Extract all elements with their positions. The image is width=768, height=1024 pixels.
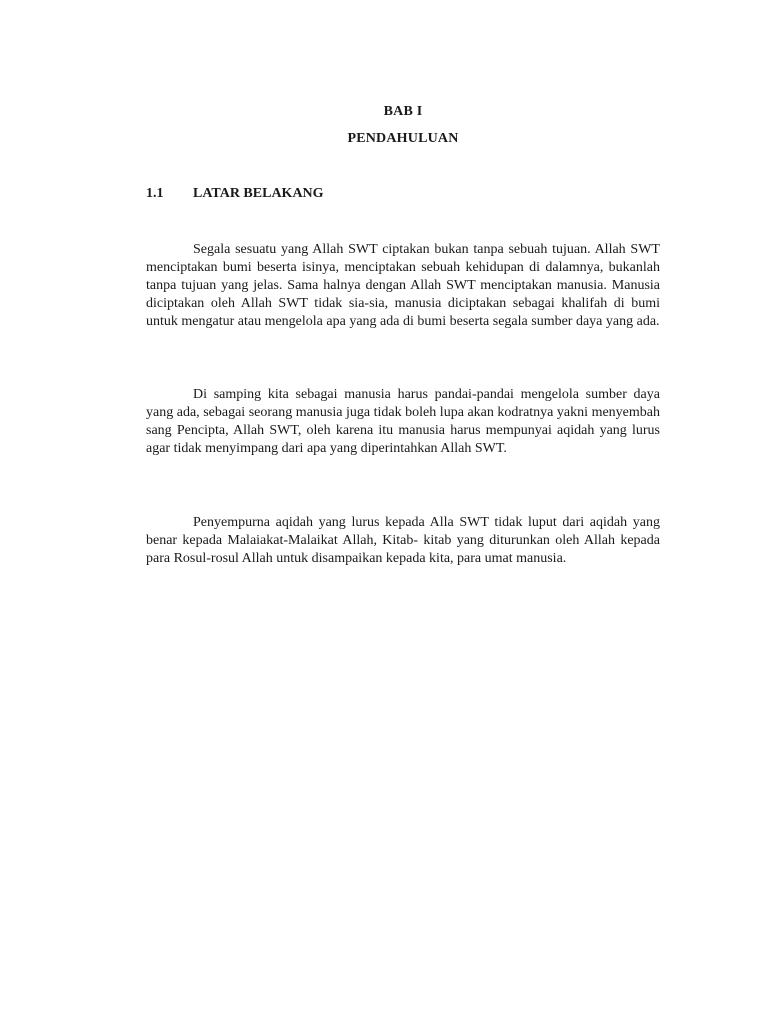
paragraph: Segala sesuatu yang Allah SWT ciptakan bukan tanpa sebuah tujuan. Allah SWT menciptakan bumi beserta isinya, menciptakan sebuah kehidupan di dalamnya, bukanlah tanpa tujuan yang jelas. Sama halnya dengan Allah SWT menciptakan manusia. Manusia diciptakan oleh Allah SWT tidak sia-sia, manusia diciptakan sebagai khalifah di bumi untuk mengatur atau mengelola apa yang ada di bumi beserta segala sumber daya yang ada. <box>146 242 660 329</box>
chapter-number: BAB I <box>383 104 423 119</box>
section-heading <box>146 186 324 202</box>
paragraph: Di samping kita sebagai manusia harus pandai-pandai mengelola sumber daya yang ada, sebagai seorang manusia juga tidak boleh lupa akan kodratnya yakni menyembah sang Pencipta, Allah SWT, oleh karena itu manusia harus mempunyai aqidah yang lurus agar tidak menyimpang dari apa yang diperintahkan Allah SWT. <box>146 387 660 456</box>
section-number: 1.1 <box>146 186 164 201</box>
chapter-title: PENDAHULUAN <box>347 131 459 146</box>
section-title: LATAR BELAKANG <box>193 186 324 201</box>
paragraph: Penyempurna aqidah yang lurus kepada Alla SWT tidak luput dari aqidah yang benar kepada Malaiakat-Malaikat Allah, Kitab- kitab yang diturunkan oleh Allah kepada para Rosul-rosul Allah untuk disampaikan kepada kita, para umat manusia. <box>146 515 660 566</box>
